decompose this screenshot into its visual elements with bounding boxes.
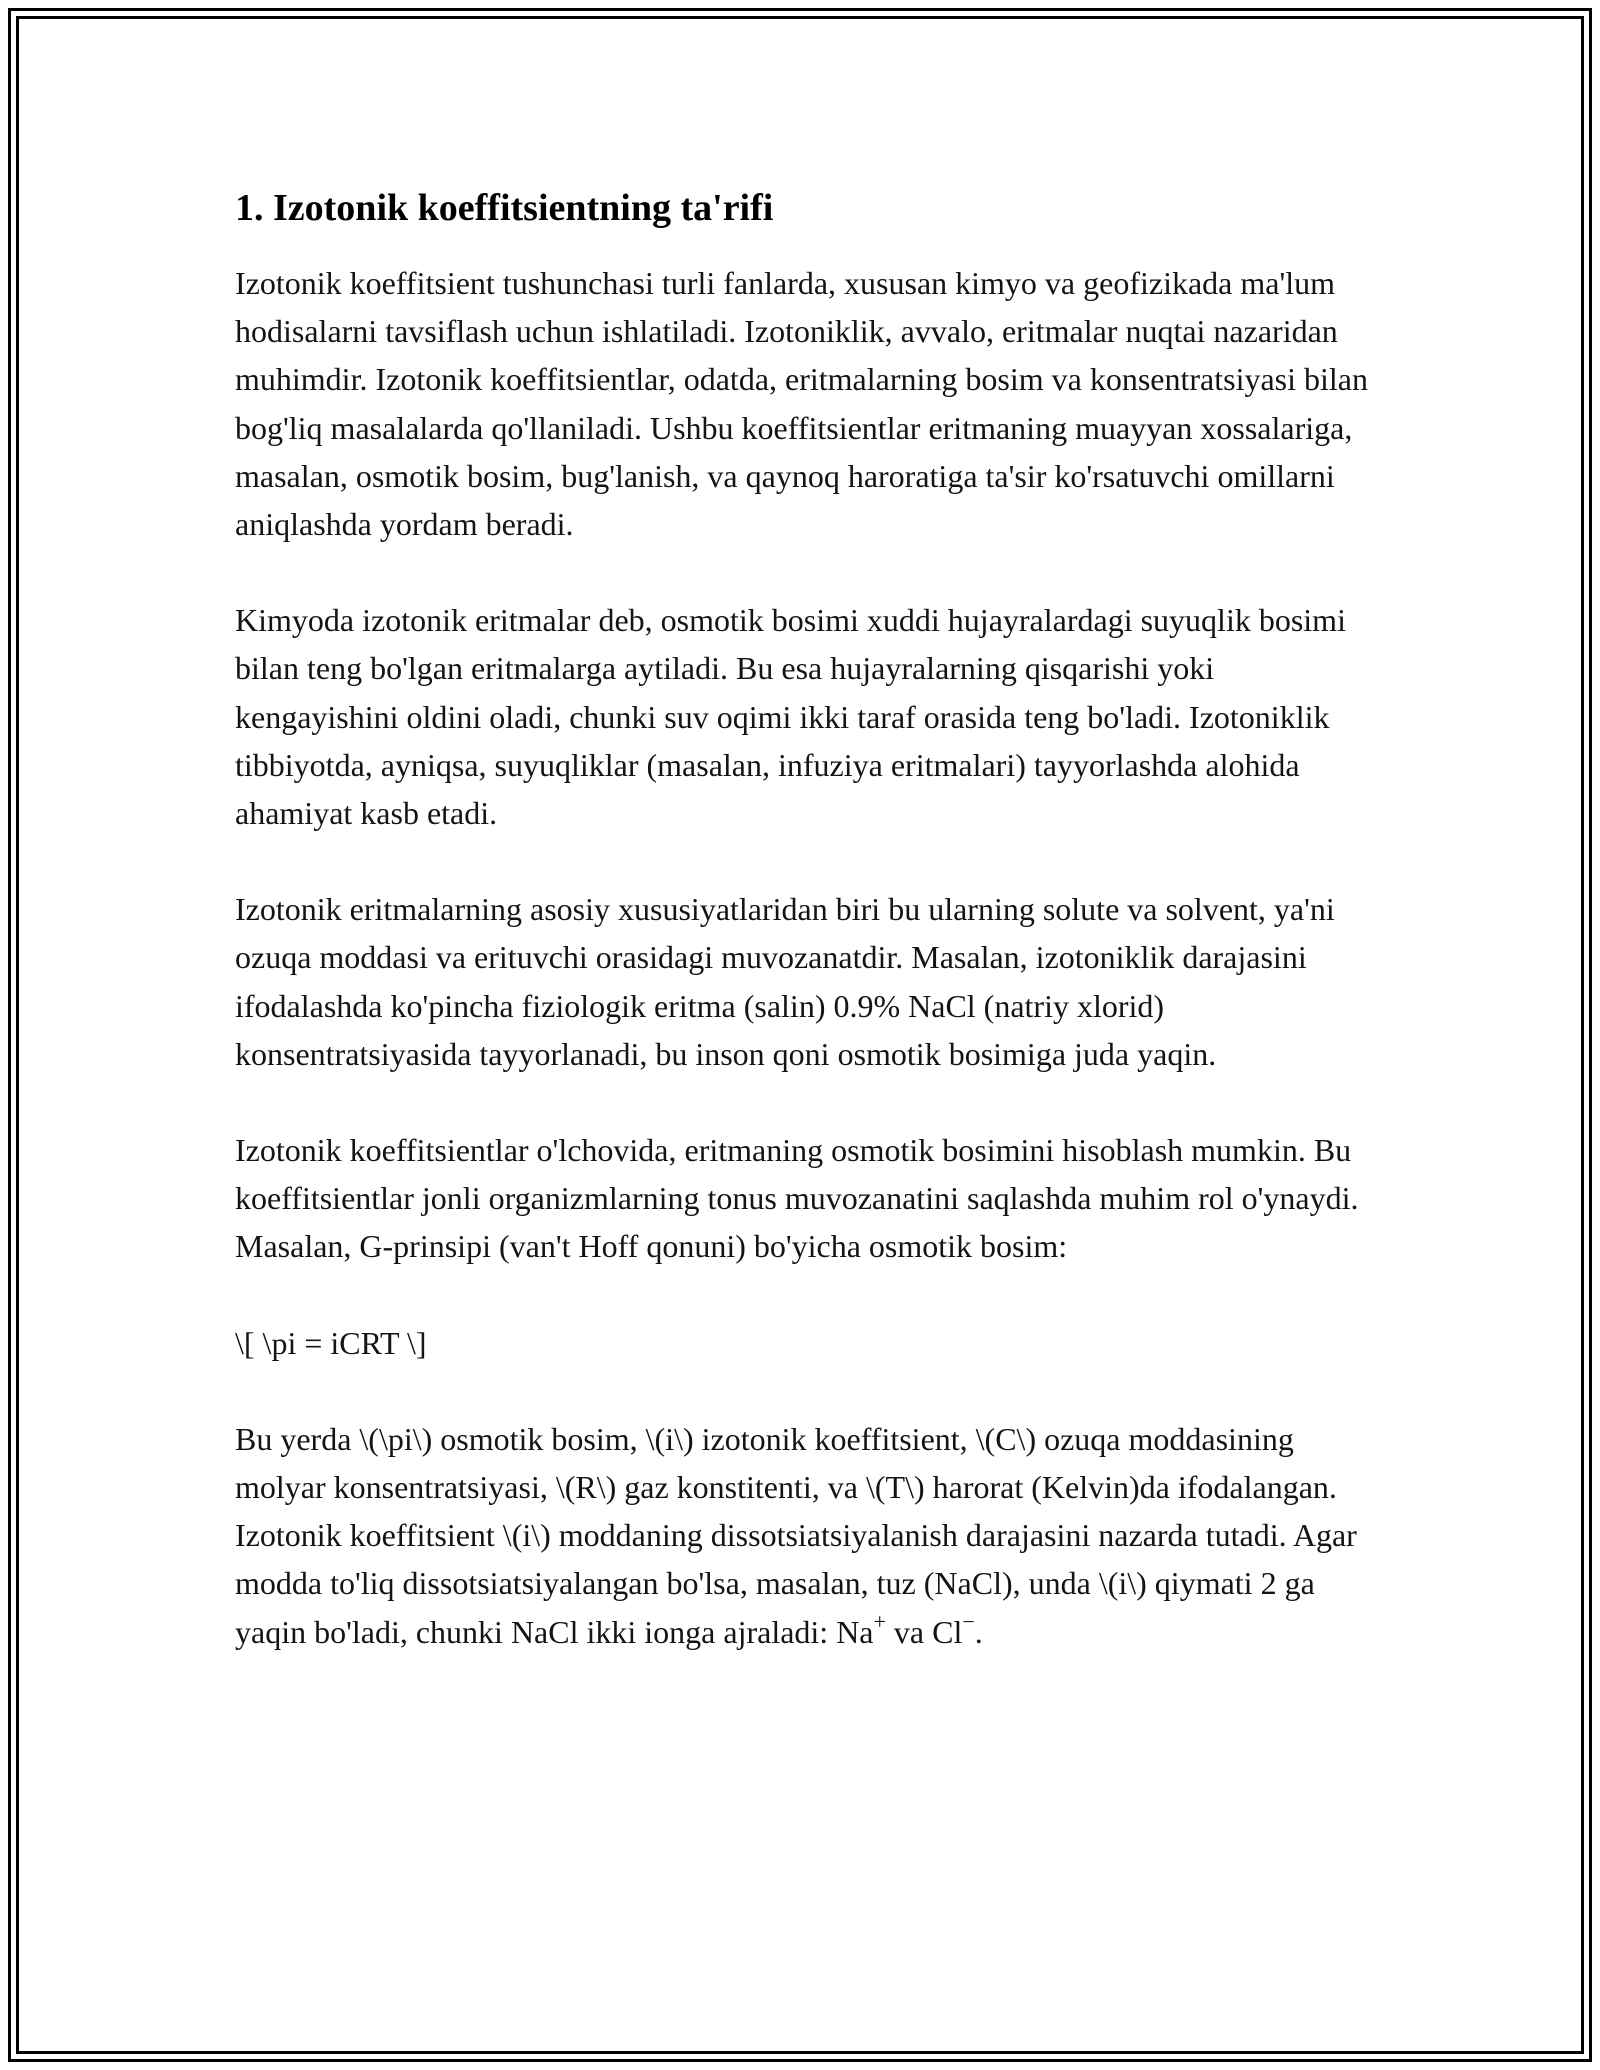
document-body [235, 185, 1375, 1656]
paragraph-chemistry: Kimyoda izotonik eritmalar deb, osmotik bosimi xuddi hujayralardagi suyuqlik bosimi bilan teng bo'lgan eritmalarga aytiladi. Bu esa hujayralarning qisqarishi yoki kengayishini oldini oladi, chunki suv oqimi ikki taraf orasida teng bo'ladi. Izotoniklik tibbiyotda, ayniqsa, suyuqliklar (masalan, infuziya eritmalari) tayyorlashda alohida ahamiyat kasb etadi. [235, 602, 1346, 832]
paragraph-definition: Izotonik koeffitsient tushunchasi turli fanlarda, xususan kimyo va geofizikada ma'lum hodisalarni tavsiflash uchun ishlatiladi. Izotoniklik, avvalo, eritmalar nuqtai nazaridan muhimdir. Izotonik koeffitsientlar, odatda, eritmalarning bosim va konsentratsiyasi bilan bog'liq masalalarda qo'llaniladi. Ushbu koeffitsientlar eritmaning muayyan xossalariga, masalan, osmotik bosim, bug'lanish, va qaynoq haroratiga ta'sir ko'rsatuvchi omillarni aniqlashda yordam beradi. [235, 265, 1368, 543]
formula-line: \[ \pi = iCRT \] [235, 1324, 427, 1361]
sodium-charge: + [873, 1609, 886, 1635]
chloride-charge: − [962, 1609, 975, 1635]
section-heading: 1. Izotonik koeffitsientning ta'rifi [235, 187, 774, 229]
paragraph-osmotic-pressure: Izotonik koeffitsientlar o'lchovida, eritmaning osmotik bosimini hisoblash mumkin. Bu koeffitsientlar jonli organizmlarning tonus muvozanatini saqlashda muhim rol o'ynaydi. Masalan, G-prinsipi (van't Hoff qonuni) bo'yicha osmotik bosim: [235, 1132, 1359, 1265]
paragraph-explanation [235, 1415, 1375, 1656]
end-period: . [974, 1613, 983, 1650]
connector-text: va Cl [885, 1613, 963, 1650]
explanation-text: Bu yerda \(\pi\) osmotik bosim, \(i\) izotonik koeffitsient, \(C\) ozuqa moddasining molyar konsentratsiyasi, \(R\) gaz konstitenti, va \(T\) harorat (Kelvin)da ifodalangan. Izotonik koeffitsient \(i\) moddaning dissotsiatsiyalanish darajasini nazarda tutadi. Agar modda to'liq dissotsiatsiyalangan bo'lsa, masalan, tuz (NaCl), unda \(i\) qiymati 2 ga yaqin bo'ladi, chunki NaCl ikki ionga ajraladi: Na [235, 1420, 1357, 1650]
paragraph-properties: Izotonik eritmalarning asosiy xususiyatlaridan biri bu ularning solute va solvent, ya'ni ozuqa moddasi va erituvchi orasidagi muvozanatdir. Masalan, izotoniklik darajasini ifodalashda ko'pincha fiziologik eritma (salin) 0.9% NaCl (natriy xlorid) konsentratsiyasida tayyorlanadi, bu inson qoni osmotik bosimiga juda yaqin. [235, 891, 1335, 1072]
